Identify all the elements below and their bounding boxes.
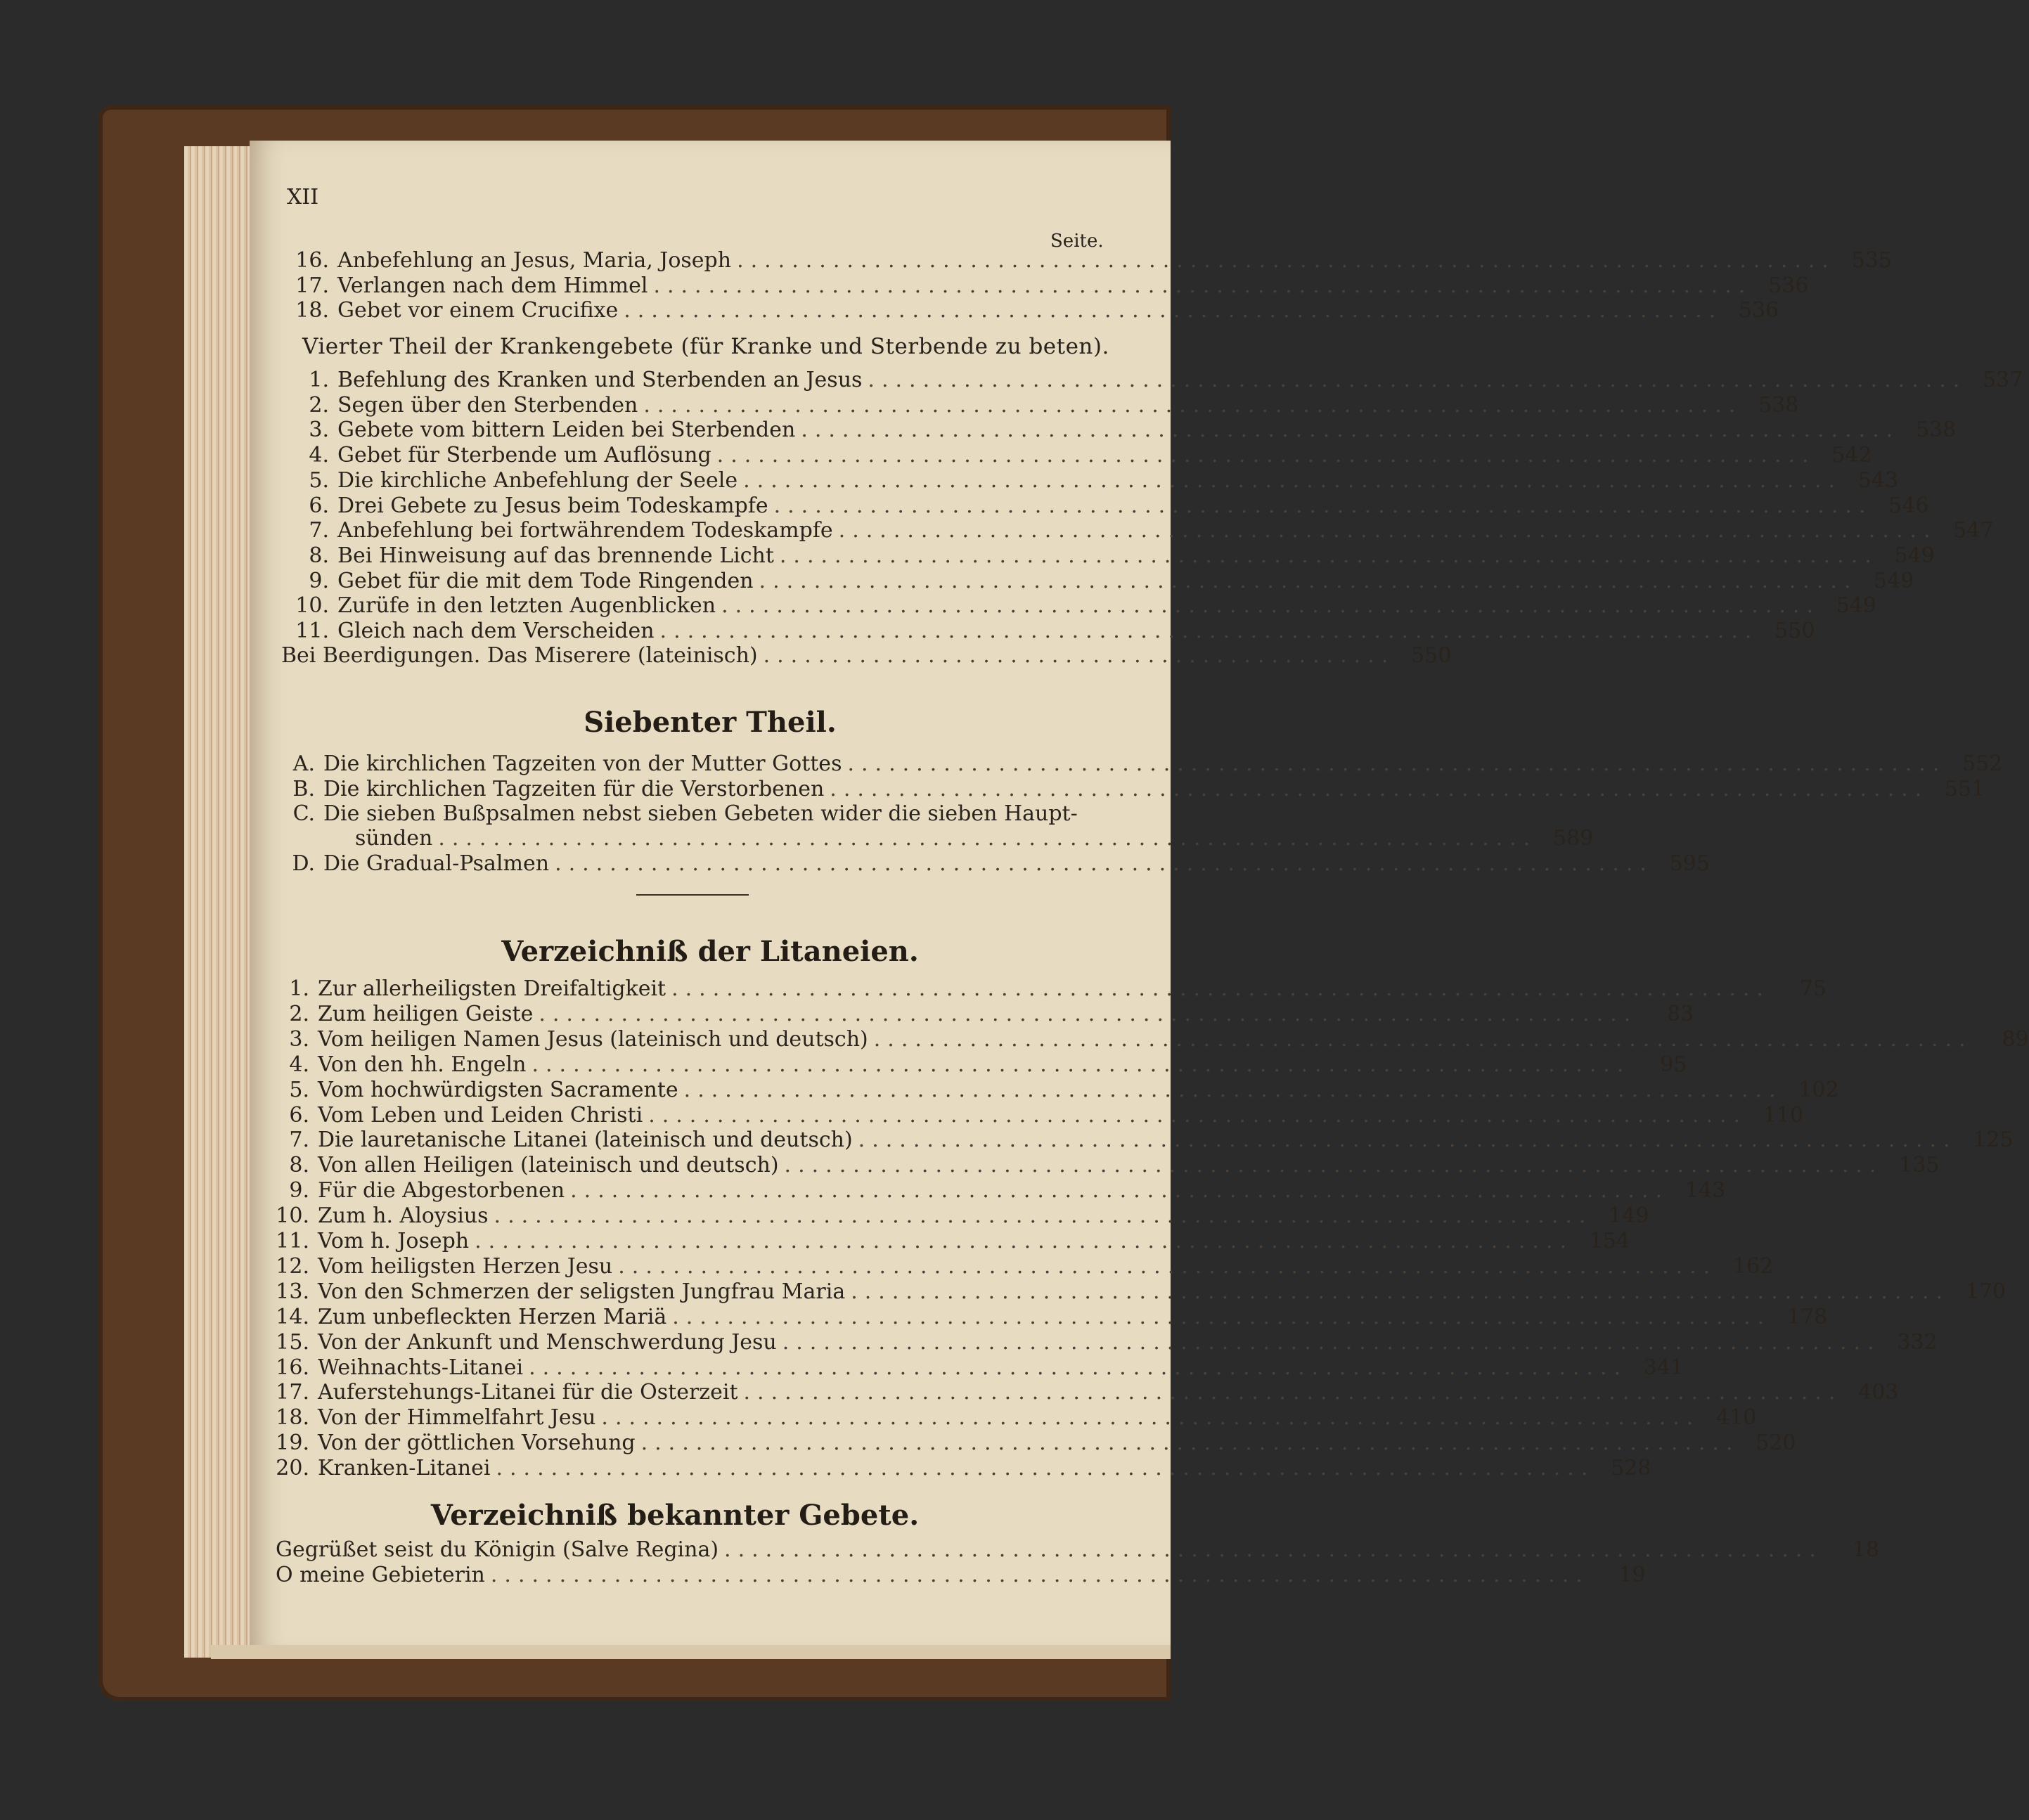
entry-title: Die kirchlichen Tagzeiten für die Verstorbenen bbox=[323, 776, 825, 801]
part-vii-heading: Siebenter Theil. bbox=[584, 706, 837, 739]
leader-dots: ................................................................................ bbox=[851, 1279, 1950, 1304]
entry-title: Vom hochwürdigsten Sacramente bbox=[318, 1077, 678, 1102]
leader-dots: ................................................................................ bbox=[683, 1077, 1783, 1102]
litanies-heading: Verzeichniß der Litaneien. bbox=[501, 935, 919, 968]
entry-page: 162 bbox=[1732, 1253, 1774, 1279]
part-iv-heading: Vierter Theil der Krankengebete (für Kranke und Sterbende zu beten). bbox=[302, 334, 1109, 359]
leader-dots: ................................................................................ bbox=[659, 619, 1759, 643]
entry-page: 520 bbox=[1756, 1431, 1796, 1456]
leader-dots: ................................................................................ bbox=[648, 1102, 1748, 1128]
leader-dots: ................................................................................ bbox=[570, 1178, 1670, 1203]
entry-page: 552 bbox=[1962, 751, 2003, 776]
leader-dots: ................................................................................ bbox=[624, 298, 1723, 323]
leader-dots: ................................................................................ bbox=[784, 1153, 1883, 1178]
toc-entry bbox=[262, 1253, 1774, 1279]
toc-entry bbox=[281, 248, 1892, 273]
entry-title: Auferstehungs-Litanei für die Osterzeit bbox=[318, 1380, 738, 1405]
toc-entry bbox=[262, 1329, 1938, 1355]
entry-page: 125 bbox=[1973, 1128, 2014, 1153]
entry-number: 1. bbox=[289, 976, 309, 1001]
entry-title: Vom heiligsten Herzen Jesu bbox=[318, 1253, 613, 1279]
toc-entry bbox=[262, 1405, 1757, 1431]
entry-page: 170 bbox=[1965, 1279, 2007, 1304]
entry-title: Zum heiligen Geiste bbox=[318, 1001, 534, 1026]
toc-entry bbox=[281, 418, 1957, 443]
leader-dots: ................................................................................ bbox=[759, 568, 1858, 593]
entry-number: 5. bbox=[289, 1077, 309, 1102]
leader-dots: ................................................................................ bbox=[671, 976, 1770, 1001]
leader-dots: ................................................................................ bbox=[743, 467, 1843, 493]
toc-entry bbox=[262, 1128, 2014, 1153]
toc-entry bbox=[262, 1456, 1651, 1481]
entry-title: Anbefehlung an Jesus, Maria, Joseph bbox=[337, 248, 732, 273]
leader-dots: ................................................................................ bbox=[532, 1052, 1631, 1077]
entry-title: Von den hh. Engeln bbox=[318, 1052, 527, 1077]
leader-dots: ................................................................................ bbox=[873, 1026, 1973, 1052]
toc-entry bbox=[281, 593, 1876, 619]
page-number: XII bbox=[287, 185, 319, 209]
leader-dots: ................................................................................ bbox=[838, 518, 1938, 543]
entry-title: Zurüfe in den letzten Augenblicken bbox=[337, 593, 716, 619]
entry-number: 6. bbox=[309, 493, 329, 518]
toc-entry bbox=[276, 1563, 1646, 1587]
leader-dots: ................................................................................ bbox=[743, 1380, 1843, 1405]
entry-title: Drei Gebete zu Jesus beim Todeskampfe bbox=[337, 493, 768, 518]
leader-dots: ................................................................................ bbox=[475, 1229, 1574, 1253]
entry-number: 20. bbox=[276, 1456, 309, 1481]
leader-dots: ................................................................................ bbox=[868, 368, 1967, 392]
toc-entry bbox=[281, 851, 1710, 876]
entry-title: Die lauretanische Litanei (lateinisch und deutsch) bbox=[318, 1128, 853, 1153]
toc-entry bbox=[281, 443, 1872, 468]
toc-entry bbox=[262, 1153, 1940, 1178]
entry-number: 5. bbox=[309, 467, 329, 493]
entry-number: 17. bbox=[295, 273, 329, 298]
entry-title: Weihnachts-Litanei bbox=[318, 1355, 524, 1380]
entry-page: 410 bbox=[1716, 1405, 1757, 1431]
leader-dots: ................................................................................ bbox=[555, 851, 1654, 876]
entry-title: O meine Gebieterin bbox=[276, 1563, 485, 1587]
leader-dots: ................................................................................ bbox=[643, 392, 1743, 418]
entry-title: Zum unbefleckten Herzen Mariä bbox=[318, 1304, 667, 1329]
toc-entry bbox=[281, 368, 2023, 392]
entry-page: 75 bbox=[1799, 976, 1827, 1001]
leader-dots: ................................................................................ bbox=[801, 418, 1900, 443]
entry-page: 546 bbox=[1888, 493, 1929, 518]
leader-dots: ................................................................................ bbox=[653, 273, 1753, 298]
leader-dots: .............................................. bbox=[763, 643, 1396, 668]
entry-page: 538 bbox=[1758, 392, 1799, 418]
toc-entry bbox=[262, 1001, 1694, 1026]
toc-entry bbox=[281, 568, 1914, 593]
entry-number: 12. bbox=[276, 1253, 309, 1279]
toc-entry bbox=[262, 1355, 1684, 1380]
entry-number: 2. bbox=[309, 392, 329, 418]
toc-entry bbox=[262, 1279, 2007, 1304]
toc-entry bbox=[281, 493, 1929, 518]
entry-number: 8. bbox=[309, 543, 329, 568]
entry-title: Für die Abgestorbenen bbox=[318, 1178, 565, 1203]
entry-title: Zur allerheiligsten Dreifaltigkeit bbox=[318, 976, 666, 1001]
entry-number: 16. bbox=[276, 1355, 309, 1380]
entry-page: 528 bbox=[1611, 1456, 1651, 1481]
entry-title: Bei Hinweisung auf das brennende Licht bbox=[337, 543, 774, 568]
toc-entry bbox=[281, 776, 1985, 801]
leader-dots: ................................................................................ bbox=[496, 1456, 1595, 1481]
entry-page: 550 bbox=[1774, 619, 1815, 643]
entry-title: Gleich nach dem Verscheiden bbox=[337, 619, 655, 643]
entry-number: 19. bbox=[276, 1431, 309, 1456]
entry-page: 549 bbox=[1836, 593, 1876, 619]
leader-dots: ................................................................................ bbox=[858, 1128, 1957, 1153]
leader-dots: ................................................................................ bbox=[640, 1431, 1740, 1456]
entry-title: Anbefehlung bei fortwährendem Todeskampfe bbox=[337, 518, 833, 543]
entry-title: Die kirchliche Anbefehlung der Seele bbox=[337, 467, 738, 493]
toc-entry bbox=[276, 1537, 1879, 1562]
burial-entry bbox=[281, 643, 1452, 668]
entry-page: 403 bbox=[1858, 1380, 1899, 1405]
entry-number: 10. bbox=[276, 1203, 309, 1229]
entry-page: 149 bbox=[1609, 1203, 1649, 1229]
entry-title: Zum h. Aloysius bbox=[318, 1203, 489, 1229]
leader-dots: ................................................................................ bbox=[494, 1203, 1593, 1229]
entry-title: Die Gradual-Psalmen bbox=[323, 851, 550, 876]
entry-page: 536 bbox=[1768, 273, 1809, 298]
entry-page: 332 bbox=[1897, 1329, 1938, 1355]
entry-number: 13. bbox=[276, 1279, 309, 1304]
toc-entry bbox=[262, 1026, 2029, 1052]
leader-dots: ................................................................................ bbox=[601, 1405, 1701, 1431]
entry-title: Bei Beerdigungen. Das Miserere (lateinisch) bbox=[281, 643, 758, 668]
toc-entry bbox=[262, 1304, 1828, 1329]
entry-number: 3. bbox=[289, 1026, 309, 1052]
entry-page: 83 bbox=[1667, 1001, 1694, 1026]
entry-page: 535 bbox=[1851, 248, 1892, 273]
entry-number: B. bbox=[292, 776, 315, 801]
entry-page: 549 bbox=[1894, 543, 1935, 568]
leader-dots: ................................................................................ bbox=[782, 1329, 1881, 1355]
toc-entry bbox=[262, 1380, 1899, 1405]
entry-number: 10. bbox=[295, 593, 329, 619]
entry-number: 16. bbox=[295, 248, 329, 273]
entry-number: D. bbox=[292, 851, 315, 876]
leader-dots: ................................................................................ bbox=[737, 248, 1836, 273]
toc-entry bbox=[281, 751, 2003, 776]
section-divider bbox=[636, 894, 749, 896]
entry-number: 17. bbox=[276, 1380, 309, 1405]
leader-dots: ................................................................................ bbox=[438, 826, 1538, 851]
entry-page: 547 bbox=[1953, 518, 1994, 543]
toc-entry bbox=[262, 1102, 1804, 1128]
entry-page: 537 bbox=[1983, 368, 2023, 392]
entry-title: Von der göttlichen Vorsehung bbox=[318, 1431, 636, 1456]
toc-entry bbox=[262, 1203, 1649, 1229]
leader-dots: ................................................................................ bbox=[529, 1355, 1628, 1380]
entry-title: Die sieben Bußpsalmen nebst sieben Gebeten wider die sieben Haupt- bbox=[323, 801, 1078, 826]
page-bottom-edge bbox=[211, 1645, 1171, 1659]
entry-title: Von allen Heiligen (lateinisch und deutsch) bbox=[318, 1153, 779, 1178]
entry-page: 102 bbox=[1798, 1077, 1839, 1102]
entry-title: Von den Schmerzen der seligsten Jungfrau Maria bbox=[318, 1279, 846, 1304]
leader-dots: ................................................................................ bbox=[539, 1001, 1638, 1026]
leader-dots: ................................................................................ bbox=[618, 1253, 1718, 1279]
entry-number: 14. bbox=[276, 1304, 309, 1329]
toc-entry bbox=[262, 976, 1827, 1001]
leader-dots: ................................................................................ bbox=[830, 776, 1929, 801]
toc-entry bbox=[281, 392, 1799, 418]
entry-number: 4. bbox=[289, 1052, 309, 1077]
entry-number: 7. bbox=[309, 518, 329, 543]
entry-number: C. bbox=[292, 801, 315, 826]
entry-page: 341 bbox=[1643, 1355, 1684, 1380]
toc-entry bbox=[262, 1052, 1687, 1077]
entry-page: 135 bbox=[1899, 1153, 1940, 1178]
entry-page: 95 bbox=[1660, 1052, 1687, 1077]
entry-number: 11. bbox=[276, 1229, 309, 1253]
entry-page: 595 bbox=[1669, 851, 1710, 876]
entry-page: 143 bbox=[1685, 1178, 1726, 1203]
entry-title: Gebete vom bittern Leiden bei Sterbenden bbox=[337, 418, 796, 443]
entry-number: 1. bbox=[309, 368, 329, 392]
toc-entry bbox=[281, 273, 1809, 298]
entry-title: Gebet vor einem Crucifixe bbox=[337, 298, 619, 323]
toc-entry bbox=[281, 619, 1815, 643]
entry-title: Gebet für die mit dem Tode Ringenden bbox=[337, 568, 754, 593]
entry-title: Vom Leben und Leiden Christi bbox=[318, 1102, 643, 1128]
entry-page: 551 bbox=[1944, 776, 1985, 801]
entry-title: Gebet für Sterbende um Auflösung bbox=[337, 443, 711, 468]
toc-entry bbox=[281, 543, 1935, 568]
leader-dots: ................................................................................ bbox=[847, 751, 1947, 776]
entry-title: Von der Himmelfahrt Jesu bbox=[318, 1405, 596, 1431]
entry-number: 9. bbox=[289, 1178, 309, 1203]
toc-entry bbox=[262, 1178, 1726, 1203]
entry-page: 89 bbox=[2002, 1026, 2029, 1052]
entry-page: 536 bbox=[1738, 298, 1779, 323]
entry-page: 589 bbox=[1552, 826, 1594, 851]
entry-number: A. bbox=[292, 751, 315, 776]
entry-number: 3. bbox=[309, 418, 329, 443]
entry-page: 542 bbox=[1831, 443, 1872, 468]
entry-page: 178 bbox=[1786, 1304, 1828, 1329]
entry-title: Segen über den Sterbenden bbox=[337, 392, 638, 418]
leader-dots: ................................................................................ bbox=[672, 1304, 1772, 1329]
entry-page: 550 bbox=[1411, 643, 1452, 668]
toc-entry bbox=[281, 803, 1098, 825]
entry-page: 110 bbox=[1763, 1102, 1804, 1128]
entry-page: 154 bbox=[1589, 1229, 1630, 1253]
leader-dots: ................................................................................ bbox=[724, 1537, 1823, 1562]
entry-page: 538 bbox=[1915, 418, 1957, 443]
known-prayers-heading: Verzeichniß bekannter Gebete. bbox=[430, 1499, 920, 1532]
toc-entry bbox=[262, 1229, 1630, 1253]
entry-title: Kranken-Litanei bbox=[318, 1456, 491, 1481]
leader-dots: ................................................................................ bbox=[773, 493, 1873, 518]
entry-number: 2. bbox=[289, 1001, 309, 1026]
entry-number: 6. bbox=[289, 1102, 309, 1128]
column-label: Seite. bbox=[1050, 231, 1104, 252]
entry-title: Die kirchlichen Tagzeiten von der Mutter Gottes bbox=[323, 751, 842, 776]
leader-dots: ................................................................................ bbox=[716, 443, 1816, 468]
leader-dots: ................................................................................ bbox=[490, 1563, 1590, 1587]
entry-page: 543 bbox=[1857, 467, 1899, 493]
entry-number: 7. bbox=[289, 1128, 309, 1153]
entry-number: 18. bbox=[276, 1405, 309, 1431]
toc-entry bbox=[281, 518, 1994, 543]
entry-title: sünden bbox=[355, 826, 433, 851]
entry-title: Verlangen nach dem Himmel bbox=[337, 273, 648, 298]
entry-title: Vom heiligen Namen Jesus (lateinisch und deutsch) bbox=[318, 1026, 868, 1052]
entry-number: 15. bbox=[276, 1329, 309, 1355]
entry-title: Befehlung des Kranken und Sterbenden an Jesus bbox=[337, 368, 863, 392]
entry-number: 8. bbox=[289, 1153, 309, 1178]
entry-number: 4. bbox=[309, 443, 329, 468]
toc-entry bbox=[262, 1431, 1796, 1456]
leader-dots: ................................................................................ bbox=[779, 543, 1879, 568]
entry-page: 18 bbox=[1852, 1537, 1879, 1562]
toc-entry bbox=[281, 467, 1899, 493]
toc-entry bbox=[355, 826, 1594, 851]
entry-number: 18. bbox=[295, 298, 329, 323]
toc-entry bbox=[281, 298, 1779, 323]
entry-number: 9. bbox=[309, 568, 329, 593]
entry-page: 19 bbox=[1618, 1563, 1646, 1587]
entry-title: Von der Ankunft und Menschwerdung Jesu bbox=[318, 1329, 777, 1355]
entry-title: Gegrüßet seist du Königin (Salve Regina) bbox=[276, 1537, 719, 1562]
entry-page: 549 bbox=[1874, 568, 1914, 593]
leader-dots: ................................................................................ bbox=[721, 593, 1820, 619]
toc-entry bbox=[262, 1077, 1839, 1102]
entry-number: 11. bbox=[295, 619, 329, 643]
entry-title: Vom h. Joseph bbox=[318, 1229, 470, 1253]
